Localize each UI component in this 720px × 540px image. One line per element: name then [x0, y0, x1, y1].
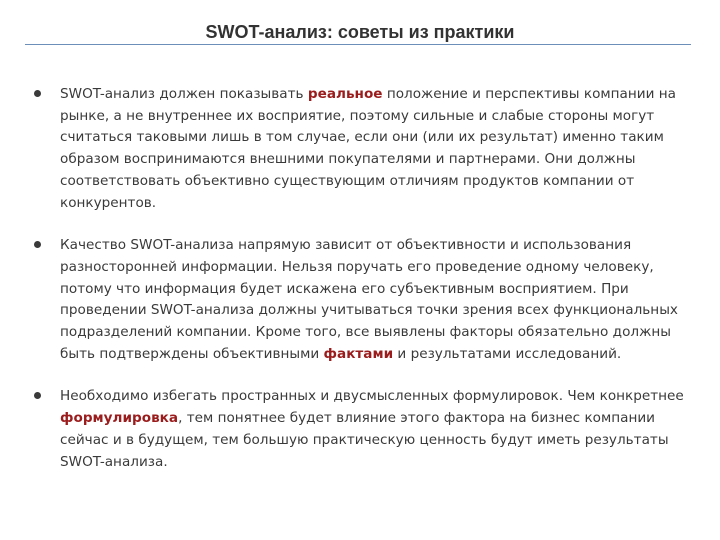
title-divider — [25, 44, 691, 45]
bullet-dot-icon — [34, 241, 41, 248]
bullet-text: Необходимо избегать пространных и двусмысленных формулировок. Чем конкретнее — [60, 388, 684, 405]
bullet-item-reality — [30, 84, 690, 214]
bullet-text: , тем понятнее будет влияние этого фактора на бизнес компании сейчас и в будущем, тем большую практическую ценность будут иметь результаты SWOT-анализа. — [60, 410, 669, 470]
bullet-item-objectivity — [30, 235, 690, 365]
bullet-dot-icon — [34, 392, 41, 399]
bullet-highlight: реальное — [307, 86, 383, 102]
bullet-highlight: фактами — [323, 345, 394, 362]
bullet-text: Качество SWOT-анализа напрямую зависит от объективности и использования разносторонней информации. Нельзя поручать его проведение одному человеку, потому что информация будет искажена его субъективным восприятием. При проведении SWOT-анализа должны учитываться точки зрения всех функциональных подразделений компании. Кроме того, все выявлены факторы обязательно должны быть подтверждены объективными — [60, 237, 678, 362]
bullet-dot-icon — [34, 90, 41, 97]
bullet-highlight: формулировка — [60, 410, 179, 427]
bullet-text: SWOT-анализ должен показывать — [60, 86, 308, 102]
page-title: SWOT-анализ: советы из практики — [205, 22, 515, 42]
bullet-item-wording — [30, 386, 690, 473]
bullet-list — [30, 84, 690, 473]
bullet-text: и результатами исследований. — [393, 345, 622, 362]
bullet-text: положение и перспективы компании на рынке, а не внутреннее их восприятие, поэтому сильные и слабые стороны могут считаться таковыми лишь в том случае, если они (или их результат) именно таким образом воспринимаются внешними покупателями и партнерами. Они должны соответствовать объективно существующим отличиям продуктов компании от конкурентов. — [60, 86, 676, 211]
